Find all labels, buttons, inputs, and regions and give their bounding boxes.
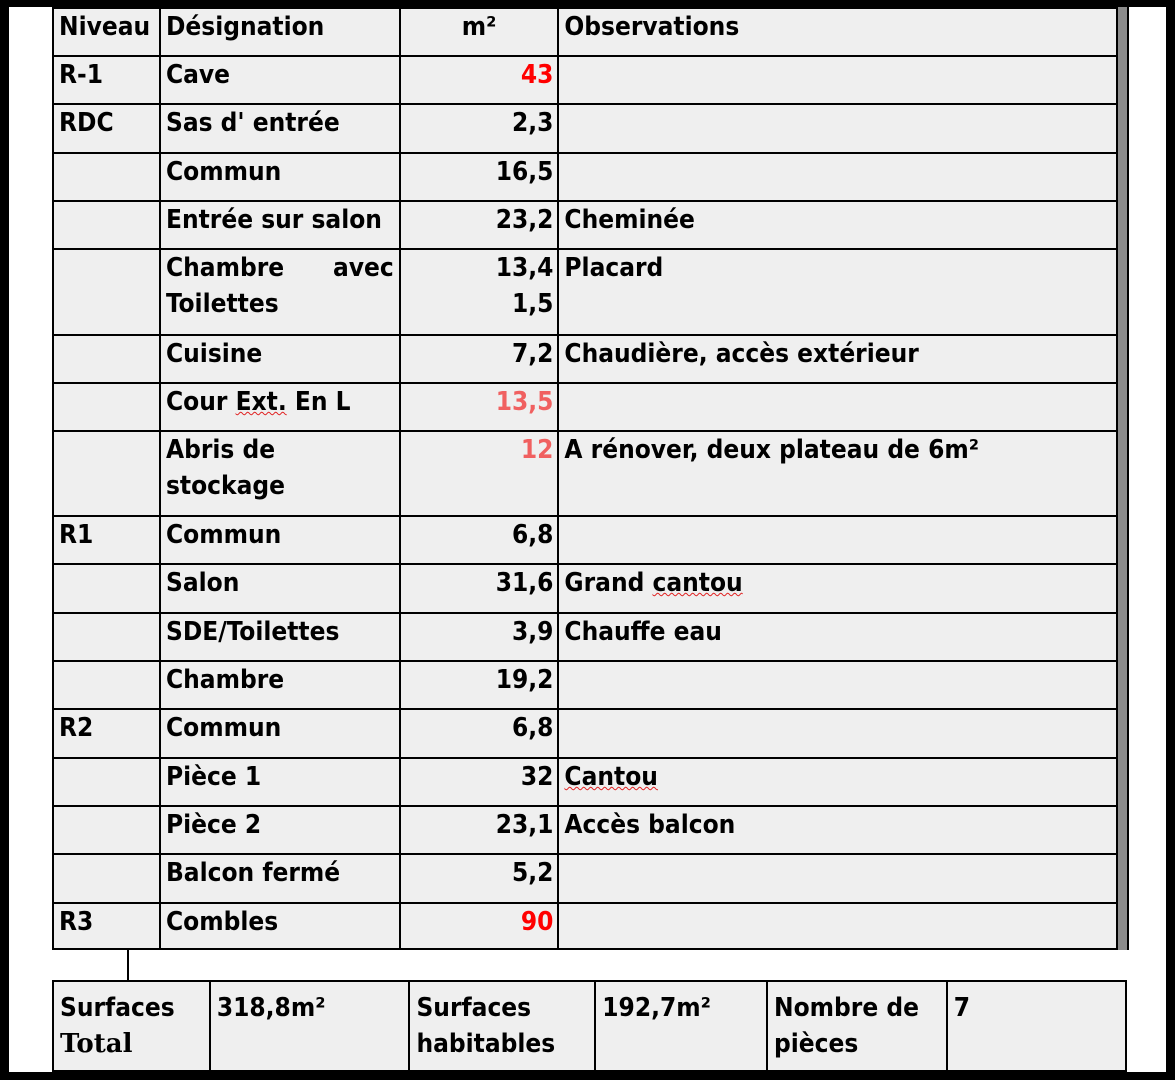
document-page (9, 7, 1166, 1072)
niveau-cell: RDC (53, 104, 160, 153)
niveau-cell (53, 661, 160, 709)
table-row (53, 335, 1123, 383)
m2-cell: 43 (400, 56, 559, 104)
label-line: Total (60, 1029, 133, 1059)
m2-cell (400, 249, 559, 335)
designation-text: En L (286, 387, 351, 417)
label-line: pièces (774, 1029, 859, 1059)
m2-cell: 6,8 (400, 709, 559, 758)
m2-cell: 23,1 (400, 806, 559, 854)
right-border-bar (1116, 7, 1129, 950)
designation-cell: Chambre (160, 661, 400, 709)
totals-table (52, 980, 1127, 1072)
designation-cell: Pièce 2 (160, 806, 400, 854)
label-line: Nombre de (774, 993, 919, 1023)
observation-cell: A rénover, deux plateau de 6m² (558, 431, 1123, 516)
designation-cell: Combles (160, 903, 400, 949)
m2-cell: 3,9 (400, 613, 559, 661)
niveau-cell (53, 335, 160, 383)
m2-value: 13,4 (495, 253, 554, 283)
table-row (53, 516, 1123, 564)
table-row (53, 564, 1123, 613)
spellcheck-word: Ext. (235, 387, 287, 417)
niveau-cell (53, 431, 160, 516)
niveau-cell: R1 (53, 516, 160, 564)
label-line: Surfaces (416, 993, 532, 1023)
observation-cell (558, 661, 1123, 709)
designation-cell: Commun (160, 516, 400, 564)
designation-cell: Pièce 1 (160, 758, 400, 806)
observation-cell: Chauffe eau (558, 613, 1123, 661)
observation-cell (558, 758, 1123, 806)
spellcheck-word: cantou (652, 568, 743, 598)
observation-cell (558, 104, 1123, 153)
designation-cell: Abris de stockage (160, 431, 400, 516)
surfaces-table (52, 7, 1124, 950)
surfaces-habitables-label (409, 981, 595, 1071)
table-row (53, 56, 1123, 104)
niveau-cell (53, 249, 160, 335)
table-row (53, 383, 1123, 431)
m2-cell: 7,2 (400, 335, 559, 383)
observation-cell (558, 903, 1123, 949)
divider-tick (127, 950, 129, 980)
designation-cell: Commun (160, 153, 400, 201)
m2-cell: 16,5 (400, 153, 559, 201)
table-row (53, 854, 1123, 903)
header-m2: m² (400, 8, 559, 56)
observation-cell (558, 516, 1123, 564)
table-row (53, 104, 1123, 153)
table-row (53, 806, 1123, 854)
designation-line (166, 250, 394, 286)
designation-text: Cour (165, 387, 236, 417)
table-row (53, 431, 1123, 516)
designation-text: avec (333, 253, 394, 283)
observation-cell (558, 564, 1123, 613)
niveau-cell (53, 806, 160, 854)
table-row (53, 709, 1123, 758)
designation-cell: Balcon fermé (160, 854, 400, 903)
header-row (53, 8, 1123, 56)
observation-cell (558, 383, 1123, 431)
designation-cell: Cuisine (160, 335, 400, 383)
niveau-cell: R-1 (53, 56, 160, 104)
surfaces-habitables-value: 192,7m² (595, 981, 767, 1071)
niveau-cell (53, 564, 160, 613)
table-row (53, 758, 1123, 806)
header-designation: Désignation (160, 8, 400, 56)
designation-cell: Entrée sur salon (160, 201, 400, 249)
niveau-cell (53, 613, 160, 661)
observation-cell: Cheminée (558, 201, 1123, 249)
niveau-cell: R2 (53, 709, 160, 758)
observation-cell: Chaudière, accès extérieur (558, 335, 1123, 383)
label-line: Surfaces (60, 993, 175, 1023)
spellcheck-word: Cantou (564, 762, 658, 792)
m2-value: 1,5 (511, 289, 554, 319)
m2-cell: 90 (400, 903, 559, 949)
designation-text: Toilettes (165, 289, 279, 319)
m2-cell: 31,6 (400, 564, 559, 613)
table-row (53, 613, 1123, 661)
designation-cell: SDE/Toilettes (160, 613, 400, 661)
niveau-cell (53, 758, 160, 806)
surfaces-total-value: 318,8m² (210, 981, 410, 1071)
designation-cell: Cave (160, 56, 400, 104)
table-row (53, 153, 1123, 201)
table-row (53, 661, 1123, 709)
observation-cell (558, 56, 1123, 104)
table-row (53, 249, 1123, 335)
m2-cell: 32 (400, 758, 559, 806)
designation-cell (160, 249, 400, 335)
niveau-cell (53, 383, 160, 431)
surfaces-total-label (53, 981, 210, 1071)
niveau-cell (53, 153, 160, 201)
designation-text: Chambre (165, 253, 285, 283)
niveau-cell (53, 201, 160, 249)
designation-cell: Salon (160, 564, 400, 613)
m2-cell: 13,5 (400, 383, 559, 431)
observation-cell: Accès balcon (558, 806, 1123, 854)
nombre-pieces-label (767, 981, 947, 1071)
table-row (53, 201, 1123, 249)
observation-cell (558, 709, 1123, 758)
m2-cell: 12 (400, 431, 559, 516)
totals-row (53, 981, 1126, 1071)
observation-cell: Placard (558, 249, 1123, 335)
niveau-cell: R3 (53, 903, 160, 949)
table-row (53, 903, 1123, 949)
header-niveau: Niveau (53, 8, 160, 56)
niveau-cell (53, 854, 160, 903)
m2-cell: 5,2 (400, 854, 559, 903)
nombre-pieces-value: 7 (947, 981, 1126, 1071)
header-observations: Observations (558, 8, 1123, 56)
m2-cell: 6,8 (400, 516, 559, 564)
designation-cell (160, 383, 400, 431)
designation-cell: Sas d' entrée (160, 104, 400, 153)
observation-text: Grand (564, 568, 653, 598)
m2-cell: 2,3 (400, 104, 559, 153)
m2-cell: 23,2 (400, 201, 559, 249)
label-line: habitables (416, 1029, 556, 1059)
designation-cell: Commun (160, 709, 400, 758)
m2-cell: 19,2 (400, 661, 559, 709)
observation-cell (558, 854, 1123, 903)
observation-cell (558, 153, 1123, 201)
